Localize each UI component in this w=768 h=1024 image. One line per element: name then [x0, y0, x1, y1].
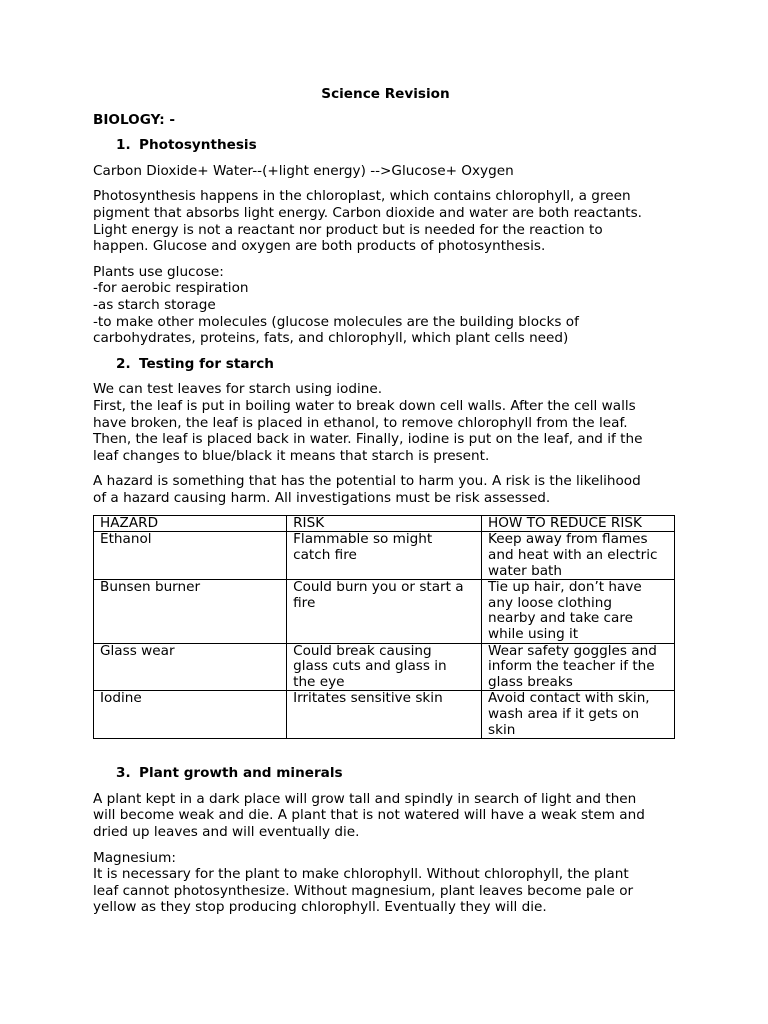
cell-line: water bath — [488, 562, 562, 579]
cell-line: Could burn you or start a — [293, 579, 464, 596]
biology-label: BIOLOGY: - — [93, 111, 176, 128]
section-title: Testing for starch — [139, 355, 274, 372]
section-number: 3. — [116, 765, 131, 782]
cell-line: catch fire — [293, 547, 357, 564]
table-cell — [287, 643, 482, 691]
paragraph — [93, 188, 678, 254]
cell-line: Keep away from flames — [488, 531, 648, 548]
cell-line: while using it — [488, 626, 579, 643]
section-number: 2. — [116, 355, 131, 372]
table-cell — [94, 643, 287, 691]
section-title: Plant growth and minerals — [139, 765, 343, 782]
text-line: happen. Glucose and oxygen are both products of photosynthesis. — [93, 238, 546, 255]
section-number: 1. — [116, 137, 131, 154]
text-line: It is necessary for the plant to make chlorophyll. Without chlorophyll, the plant — [93, 866, 629, 883]
cell-line: Iodine — [100, 690, 142, 707]
table-row — [94, 580, 675, 643]
table-row — [94, 643, 675, 691]
cell-line: glass cuts and glass in — [293, 658, 447, 675]
text-line: Carbon Dioxide+ Water--(+light energy) -->Glucose+ Oxygen — [93, 162, 514, 179]
text-line: of a hazard causing harm. All investigations must be risk assessed. — [93, 489, 551, 506]
text-line: Light energy is not a reactant nor product but is needed for the reaction to — [93, 221, 603, 238]
text-line: dried up leaves and will eventually die. — [93, 823, 360, 840]
document-title: Science Revision — [321, 86, 450, 102]
cell-line: fire — [293, 594, 316, 611]
table-row — [94, 691, 675, 739]
section-title: Photosynthesis — [139, 137, 257, 154]
text-line: A plant kept in a dark place will grow tall and spindly in search of light and then — [93, 790, 637, 807]
table-header-cell: HAZARD — [94, 516, 287, 532]
cell-line: nearby and take care — [488, 610, 633, 627]
paragraph — [93, 163, 678, 180]
text-line: will become weak and die. A plant that is not watered will have a weak stem and — [93, 807, 645, 824]
cell-line: any loose clothing — [488, 594, 613, 611]
text-line: have broken, the leaf is placed in ethanol, to remove chlorophyll from the leaf. — [93, 414, 628, 431]
paragraph — [93, 791, 678, 841]
paragraph — [93, 381, 678, 464]
text-line: carbohydrates, proteins, fats, and chlorophyll, which plant cells need) — [93, 330, 569, 347]
document-body — [93, 86, 678, 925]
table-cell — [94, 532, 287, 580]
paragraph — [93, 850, 678, 916]
table-cell — [94, 580, 287, 643]
cell-line: the eye — [293, 673, 345, 690]
text-line: pigment that absorbs light energy. Carbon dioxide and water are both reactants. — [93, 204, 642, 221]
text-line: leaf cannot photosynthesize. Without magnesium, plant leaves become pale or — [93, 882, 634, 899]
cell-line: Glass wear — [100, 642, 175, 659]
text-line: -to make other molecules (glucose molecules are the building blocks of — [93, 313, 579, 330]
table-cell — [287, 691, 482, 739]
cell-line: and heat with an electric — [488, 547, 658, 564]
section-heading-photosynthesis — [116, 137, 678, 154]
cell-line: Could break causing — [293, 642, 432, 659]
cell-line: Ethanol — [100, 531, 152, 548]
text-line: -as starch storage — [93, 296, 216, 313]
table-header-cell: HOW TO REDUCE RISK — [482, 516, 675, 532]
table-cell — [482, 691, 675, 739]
cell-line: Bunsen burner — [100, 579, 201, 596]
cell-line: Avoid contact with skin, — [488, 690, 650, 707]
table-cell — [94, 691, 287, 739]
cell-line: Wear safety goggles and — [488, 642, 657, 659]
text-line: We can test leaves for starch using iodine. — [93, 381, 383, 398]
text-line: A hazard is something that has the potential to harm you. A risk is the likelihood — [93, 473, 641, 490]
cell-line: Irritates sensitive skin — [293, 690, 443, 707]
table-cell — [482, 643, 675, 691]
cell-line: wash area if it gets on — [488, 706, 640, 722]
cell-line: Flammable so might — [293, 531, 433, 548]
table-cell — [482, 532, 675, 580]
table-row — [94, 532, 675, 580]
table-header-row — [94, 516, 675, 532]
cell-line: skin — [488, 721, 516, 738]
table-cell — [287, 532, 482, 580]
cell-line: glass breaks — [488, 673, 573, 690]
table-cell — [287, 580, 482, 643]
table-cell — [482, 580, 675, 643]
text-line: leaf changes to blue/black it means that starch is present. — [93, 447, 490, 464]
cell-line: inform the teacher if the — [488, 658, 655, 675]
paragraph — [93, 473, 678, 506]
paragraph — [93, 264, 678, 347]
text-line: Magnesium: — [93, 849, 176, 866]
text-line: -for aerobic respiration — [93, 280, 249, 297]
text-line: Then, the leaf is placed back in water. Finally, iodine is put on the leaf, and if the — [93, 431, 643, 448]
text-line: Photosynthesis happens in the chloroplast, which contains chlorophyll, a green — [93, 188, 631, 205]
text-line: First, the leaf is put in boiling water to break down cell walls. After the cell walls — [93, 397, 636, 414]
text-line: yellow as they stop producing chlorophyll. Eventually they will die. — [93, 899, 547, 916]
cell-line: Tie up hair, don’t have — [488, 579, 642, 596]
table-header-cell: RISK — [287, 516, 482, 532]
text-line: Plants use glucose: — [93, 263, 224, 280]
risk-assessment-table — [93, 515, 675, 739]
section-heading-plant-growth — [116, 765, 678, 782]
section-heading-testing-for-starch — [116, 356, 678, 373]
